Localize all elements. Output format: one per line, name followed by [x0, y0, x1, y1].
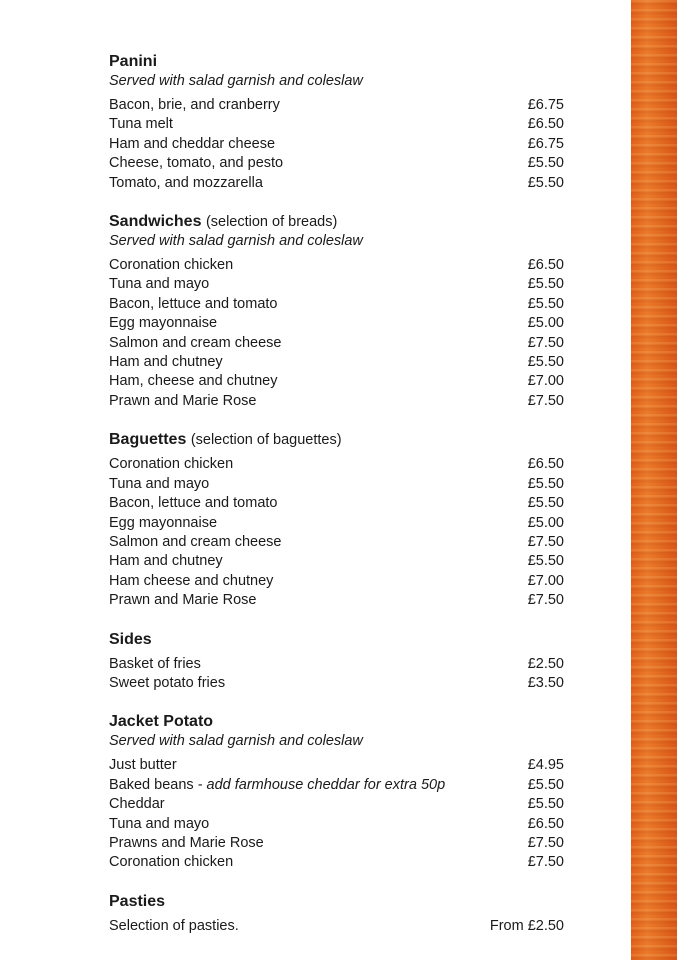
menu-item-price: £7.50: [527, 834, 564, 851]
menu-item-description: [109, 115, 173, 134]
menu-section-sides: [109, 630, 564, 694]
menu-item-price: £5.50: [527, 174, 564, 191]
menu-item-name: Tuna and mayo: [109, 815, 210, 832]
menu-item-description: [109, 533, 282, 552]
section-subtitle: Served with salad garnish and coleslaw: [109, 73, 363, 89]
menu-item-price: £5.00: [527, 514, 564, 531]
menu-item-price: £5.50: [527, 796, 564, 813]
menu-item-name: Tuna and mayo: [109, 475, 210, 492]
menu-item-name: Cheddar: [109, 796, 165, 813]
menu-item-list: [109, 917, 564, 936]
section-title: Panini: [109, 53, 158, 70]
menu-item-price: £5.50: [527, 354, 564, 371]
menu-item-price: £7.50: [527, 334, 564, 351]
menu-item-name: Cheese, tomato, and pesto: [109, 155, 284, 172]
menu-item-description: [109, 552, 223, 571]
menu-item-extra: - add farmhouse cheddar for extra 50p: [193, 776, 446, 793]
menu-item-description: [109, 834, 264, 853]
menu-item: [109, 853, 564, 872]
menu-item-price: £7.50: [527, 392, 564, 409]
menu-item-description: [109, 96, 280, 115]
menu-item-name: Ham and chutney: [109, 354, 223, 371]
menu-item-price: £4.95: [527, 757, 564, 774]
menu-item-description: [109, 353, 223, 372]
menu-item: [109, 372, 564, 391]
menu-item-description: [109, 756, 177, 775]
menu-item-list: [109, 756, 564, 872]
menu-item: [109, 392, 564, 411]
menu-item-name: Coronation chicken: [109, 257, 234, 274]
menu-item-name: Prawn and Marie Rose: [109, 592, 257, 609]
menu-item: [109, 353, 564, 372]
menu-item-name: Bacon, brie, and cranberry: [109, 97, 280, 113]
menu-item-description: [109, 776, 445, 795]
section-heading: [109, 430, 564, 450]
menu-item: [109, 655, 564, 674]
menu-item-price: From £2.50: [489, 917, 564, 934]
menu-item-description: [109, 392, 257, 411]
menu-item: [109, 795, 564, 814]
menu-item-price: £7.00: [527, 373, 564, 390]
menu-item-price: £6.50: [527, 257, 564, 274]
menu-item: [109, 533, 564, 552]
section-title: Jacket Potato: [109, 713, 214, 731]
menu-item-description: [109, 314, 217, 333]
menu-item-price: £7.00: [527, 572, 564, 589]
menu-item: [109, 455, 564, 474]
menu-item-description: [109, 275, 209, 294]
menu-item-description: [109, 256, 233, 275]
menu-item-description: [109, 475, 209, 494]
menu-item: [109, 917, 564, 936]
decorative-orange-stripe: [631, 0, 677, 960]
menu-item: [109, 275, 564, 294]
menu-item-price: £7.50: [527, 533, 564, 550]
menu-item-description: [109, 295, 277, 314]
menu-item-price: £5.50: [527, 295, 564, 312]
menu-item-price: £5.50: [527, 475, 564, 492]
menu-item: [109, 591, 564, 610]
section-heading: [109, 630, 564, 650]
menu-item-description: [109, 815, 209, 834]
menu-item: [109, 552, 564, 571]
menu-item-name: Tuna and mayo: [109, 276, 210, 293]
section-title: Pasties: [109, 892, 166, 910]
menu-item: [109, 572, 564, 591]
menu-item: [109, 174, 564, 193]
menu-item-name: Basket of fries: [109, 655, 201, 672]
menu-item-description: [109, 655, 201, 674]
menu-item-name: Ham, cheese and chutney: [109, 373, 278, 390]
menu-item-price: £6.50: [527, 116, 564, 133]
menu-item-name: Coronation chicken: [109, 854, 234, 871]
menu-item-name: Ham and cheddar cheese: [109, 135, 276, 152]
menu-item-name: Selection of pasties.: [109, 917, 239, 934]
menu-item-list: [109, 655, 564, 694]
menu-item: [109, 256, 564, 275]
menu-item-name: Tomato, and mozzarella: [109, 174, 263, 191]
menu-item-price: £7.50: [527, 854, 564, 871]
menu-item-price: £5.50: [527, 553, 564, 570]
menu-item-description: [109, 572, 273, 591]
menu-item: [109, 115, 564, 134]
section-title: Sides: [109, 630, 152, 648]
menu-item: [109, 494, 564, 513]
menu-item: [109, 674, 564, 693]
menu-item: [109, 314, 564, 333]
menu-item-description: [109, 174, 263, 193]
menu-section-jacket-potato: [109, 712, 564, 872]
menu-section-baguettes: [109, 430, 564, 610]
menu-item-description: [109, 494, 277, 513]
menu-item-name: Prawns and Marie Rose: [109, 834, 264, 851]
section-title: Baguettes: [109, 431, 187, 449]
menu-item: [109, 514, 564, 533]
menu-item-name: Bacon, lettuce and tomato: [109, 295, 278, 312]
menu-item-price: £6.50: [527, 815, 564, 832]
menu-item: [109, 776, 564, 795]
section-subtitle: Served with salad garnish and coleslaw: [109, 733, 363, 750]
menu-item-price: £6.75: [527, 135, 564, 152]
menu-item-price: £3.50: [527, 674, 564, 691]
menu-item-price: £2.50: [527, 655, 564, 672]
menu-item: [109, 475, 564, 494]
menu-item-list: [109, 256, 564, 411]
section-subtitle: Served with salad garnish and coleslaw: [109, 233, 363, 250]
menu-item-description: [109, 591, 257, 610]
menu-section-panini: [109, 52, 564, 193]
menu-item-list: [109, 455, 564, 610]
section-title: Sandwiches: [109, 213, 202, 231]
menu-item-description: [109, 674, 225, 693]
menu-item-description: [109, 795, 165, 814]
menu-item-list: [109, 96, 564, 193]
menu-item-price: £5.50: [527, 495, 564, 512]
menu-item: [109, 756, 564, 775]
section-heading: [109, 712, 564, 732]
section-note: (selection of breads): [205, 214, 338, 231]
menu-item-description: [109, 514, 217, 533]
menu-item-price: £6.75: [527, 97, 564, 113]
menu-item-name: Ham cheese and chutney: [109, 572, 274, 589]
menu-item-name: Egg mayonnaise: [109, 514, 218, 531]
section-heading: [109, 212, 564, 232]
menu-item: [109, 295, 564, 314]
menu-item-description: [109, 334, 282, 353]
menu-item-name: Salmon and cream cheese: [109, 334, 282, 351]
menu-item: [109, 96, 564, 115]
menu-item-name: Tuna melt: [109, 116, 173, 133]
menu: [109, 52, 564, 955]
menu-item-price: £6.50: [527, 456, 564, 473]
menu-item-price: £5.00: [527, 315, 564, 332]
menu-item-name: Prawn and Marie Rose: [109, 392, 257, 409]
menu-item-price: £5.50: [527, 776, 564, 793]
menu-item-price: £5.50: [527, 276, 564, 293]
menu-item-name: Sweet potato fries: [109, 674, 226, 691]
menu-item: [109, 815, 564, 834]
menu-item-description: [109, 372, 277, 391]
menu-item-name: Egg mayonnaise: [109, 315, 218, 332]
menu-item-price: £7.50: [527, 592, 564, 609]
section-heading: [109, 52, 564, 72]
menu-item-name: Coronation chicken: [109, 456, 234, 473]
menu-item-description: [109, 455, 233, 474]
menu-item-name: Ham and chutney: [109, 553, 223, 570]
menu-item: [109, 135, 564, 154]
menu-item: [109, 334, 564, 353]
menu-item-name: Salmon and cream cheese: [109, 533, 282, 550]
menu-item-price: £5.50: [527, 155, 564, 172]
section-heading: [109, 892, 564, 912]
menu-section-sandwiches: [109, 212, 564, 411]
menu-item: [109, 154, 564, 173]
menu-item-description: [109, 135, 275, 154]
menu-item-description: [109, 154, 283, 173]
section-note: (selection of baguettes): [190, 432, 342, 449]
menu-item-name: Just butter: [109, 757, 177, 774]
menu-item-name: Baked beans: [109, 776, 194, 793]
menu-item-description: [109, 917, 239, 936]
menu-item: [109, 834, 564, 853]
menu-section-pasties: [109, 892, 564, 936]
menu-item-description: [109, 853, 233, 872]
menu-item-name: Bacon, lettuce and tomato: [109, 495, 278, 512]
